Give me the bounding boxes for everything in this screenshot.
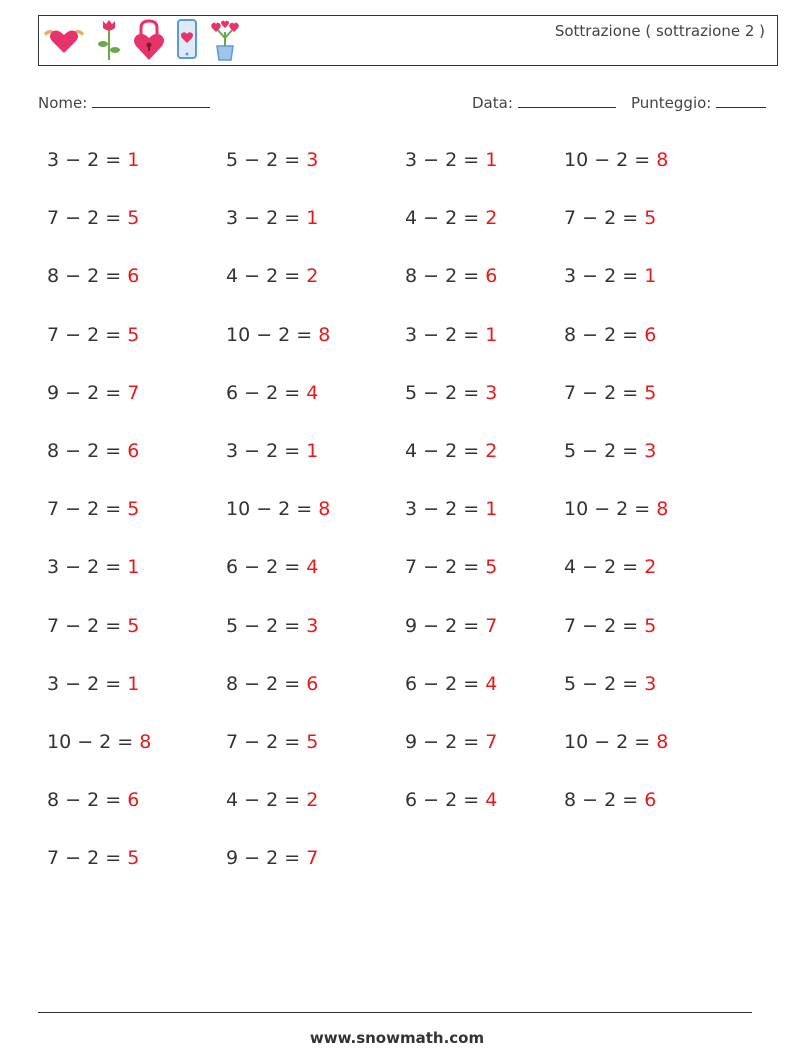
problem-answer: 7: [127, 381, 140, 404]
problem-question: 7 − 2 =: [564, 207, 639, 230]
problem-item: [405, 556, 497, 578]
problem-answer: 3: [644, 672, 657, 695]
problem-answer: 6: [127, 440, 140, 462]
problem-question: 3 − 2 =: [405, 323, 480, 346]
problem-item: [405, 731, 497, 753]
problem-item: [564, 556, 656, 578]
problem-item: [47, 324, 139, 346]
problem-item: [47, 440, 139, 462]
problem-answer: 1: [485, 149, 498, 171]
worksheet-title: Sottrazione ( sottrazione 2 ): [554, 22, 765, 40]
problem-answer: 6: [485, 265, 498, 288]
problem-answer: 3: [306, 149, 319, 171]
problem-item: [47, 789, 139, 811]
score-blank[interactable]: [716, 93, 766, 108]
date-label: Data:: [472, 94, 513, 112]
problem-question: 8 − 2 =: [564, 323, 639, 346]
problem-item: [564, 789, 656, 811]
problem-question: 3 − 2 =: [47, 556, 122, 579]
problem-item: [226, 324, 330, 346]
problem-item: [47, 207, 139, 229]
problem-question: 5 − 2 =: [564, 440, 639, 462]
problem-question: 3 − 2 =: [405, 498, 480, 521]
problem-question: 3 − 2 =: [405, 149, 480, 171]
problem-item: [47, 615, 139, 637]
problem-answer: 5: [644, 381, 657, 404]
problem-answer: 8: [318, 498, 331, 521]
problem-question: 9 − 2 =: [405, 614, 480, 637]
problem-answer: 5: [127, 847, 140, 870]
problem-answer: 5: [644, 614, 657, 637]
problem-question: 8 − 2 =: [47, 789, 122, 812]
problem-item: [564, 382, 656, 404]
problem-question: 3 − 2 =: [564, 265, 639, 288]
problem-question: 7 − 2 =: [47, 323, 122, 346]
problem-question: 7 − 2 =: [405, 556, 480, 579]
problem-item: [405, 615, 497, 637]
problem-answer: 1: [306, 440, 319, 462]
problem-question: 6 − 2 =: [405, 789, 480, 812]
problem-answer: 4: [485, 672, 498, 695]
name-field: [38, 93, 210, 112]
problem-item: [405, 789, 497, 811]
problem-question: 4 − 2 =: [564, 556, 639, 579]
problem-answer: 5: [306, 731, 319, 753]
problem-question: 8 − 2 =: [405, 265, 480, 288]
problem-item: [226, 615, 318, 637]
problem-question: 10 − 2 =: [226, 498, 313, 521]
problem-answer: 5: [485, 556, 498, 579]
problem-item: [226, 498, 330, 520]
problem-question: 8 − 2 =: [47, 265, 122, 288]
problem-question: 7 − 2 =: [226, 731, 301, 753]
problem-answer: 1: [127, 149, 140, 171]
worksheet-header: [38, 15, 778, 66]
problem-answer: 8: [318, 323, 331, 346]
problem-item: [47, 847, 139, 869]
problem-item: [47, 556, 139, 578]
problem-answer: 2: [306, 789, 319, 812]
problem-question: 8 − 2 =: [47, 440, 122, 462]
problem-item: [564, 615, 656, 637]
problem-question: 5 − 2 =: [226, 614, 301, 637]
problem-item: [564, 265, 656, 287]
problem-question: 10 − 2 =: [564, 731, 651, 753]
problem-answer: 4: [306, 381, 319, 404]
problem-question: 7 − 2 =: [564, 381, 639, 404]
problem-question: 9 − 2 =: [226, 847, 301, 870]
rose-icon: [96, 18, 122, 66]
problem-item: [226, 847, 318, 869]
problem-answer: 4: [485, 789, 498, 812]
problem-answer: 2: [306, 265, 319, 288]
problem-item: [564, 440, 656, 462]
problem-question: 10 − 2 =: [226, 323, 313, 346]
problem-answer: 5: [127, 323, 140, 346]
name-label: Nome:: [38, 94, 88, 112]
problem-question: 5 − 2 =: [405, 381, 480, 404]
problem-item: [47, 673, 139, 695]
problem-answer: 8: [139, 731, 152, 753]
header-icons: [42, 20, 242, 64]
problem-item: [47, 149, 139, 171]
score-label: Punteggio:: [631, 94, 712, 112]
problem-answer: 6: [127, 789, 140, 812]
heart-padlock-icon: [132, 18, 166, 66]
problem-answer: 1: [485, 323, 498, 346]
problem-answer: 1: [127, 556, 140, 579]
footer-divider: [38, 1012, 752, 1013]
heart-plant-pot-icon: [208, 18, 242, 66]
problem-item: [564, 324, 656, 346]
problem-item: [226, 440, 318, 462]
problem-question: 4 − 2 =: [405, 207, 480, 230]
problem-question: 7 − 2 =: [47, 498, 122, 521]
problem-item: [405, 440, 497, 462]
problem-item: [564, 207, 656, 229]
problem-answer: 6: [127, 265, 140, 288]
problem-item: [226, 673, 318, 695]
problem-answer: 2: [485, 207, 498, 230]
problem-question: 3 − 2 =: [226, 440, 301, 462]
problem-question: 10 − 2 =: [47, 731, 134, 753]
problem-item: [226, 731, 318, 753]
problem-item: [564, 731, 668, 753]
problem-question: 4 − 2 =: [226, 265, 301, 288]
problem-item: [226, 265, 318, 287]
problem-item: [226, 556, 318, 578]
problem-answer: 2: [644, 556, 657, 579]
problem-answer: 3: [644, 440, 657, 462]
problem-answer: 2: [485, 440, 498, 462]
problem-item: [405, 324, 497, 346]
problem-answer: 1: [644, 265, 657, 288]
problem-answer: 5: [127, 207, 140, 230]
problem-question: 7 − 2 =: [564, 614, 639, 637]
problem-item: [226, 382, 318, 404]
problem-question: 6 − 2 =: [405, 672, 480, 695]
winged-heart-icon: [42, 25, 86, 59]
problem-question: 3 − 2 =: [47, 672, 122, 695]
problem-question: 8 − 2 =: [226, 672, 301, 695]
footer-url: www.snowmath.com: [309, 1029, 485, 1047]
phone-heart-icon: [176, 18, 198, 66]
score-field: [631, 93, 766, 112]
problem-item: [226, 149, 318, 171]
problem-question: 8 − 2 =: [564, 789, 639, 812]
problem-item: [47, 731, 151, 753]
problem-answer: 6: [644, 789, 657, 812]
problem-item: [47, 498, 139, 520]
problem-question: 6 − 2 =: [226, 556, 301, 579]
problem-question: 7 − 2 =: [47, 847, 122, 870]
problem-item: [405, 498, 497, 520]
problem-item: [564, 498, 668, 520]
problem-answer: 6: [644, 323, 657, 346]
problem-question: 6 − 2 =: [226, 381, 301, 404]
problem-answer: 1: [485, 498, 498, 521]
problem-item: [405, 673, 497, 695]
problem-question: 7 − 2 =: [47, 614, 122, 637]
problem-question: 7 − 2 =: [47, 207, 122, 230]
problem-answer: 7: [485, 731, 498, 753]
problem-answer: 3: [306, 614, 319, 637]
problem-question: 3 − 2 =: [47, 149, 122, 171]
problem-item: [564, 673, 656, 695]
problem-answer: 3: [485, 381, 498, 404]
problem-answer: 8: [656, 149, 669, 171]
name-blank[interactable]: [92, 93, 210, 108]
problem-item: [405, 207, 497, 229]
date-blank[interactable]: [518, 93, 616, 108]
problem-item: [405, 265, 497, 287]
problem-item: [564, 149, 668, 171]
problem-item: [226, 789, 318, 811]
problem-item: [226, 207, 318, 229]
problem-item: [47, 382, 139, 404]
problem-item: [47, 265, 139, 287]
problem-answer: 8: [656, 731, 669, 753]
problem-question: 10 − 2 =: [564, 149, 651, 171]
problem-item: [405, 382, 497, 404]
problem-answer: 6: [306, 672, 319, 695]
problem-item: [405, 149, 497, 171]
problem-question: 4 − 2 =: [226, 789, 301, 812]
date-field: [472, 93, 616, 112]
problem-answer: 5: [127, 614, 140, 637]
problem-answer: 4: [306, 556, 319, 579]
problem-answer: 1: [127, 672, 140, 695]
problem-question: 5 − 2 =: [226, 149, 301, 171]
problem-answer: 1: [306, 207, 319, 230]
problem-question: 9 − 2 =: [47, 381, 122, 404]
problem-question: 10 − 2 =: [564, 498, 651, 521]
problem-answer: 8: [656, 498, 669, 521]
problem-answer: 5: [644, 207, 657, 230]
problem-question: 4 − 2 =: [405, 440, 480, 462]
problem-answer: 7: [485, 614, 498, 637]
problem-answer: 7: [306, 847, 319, 870]
problem-answer: 5: [127, 498, 140, 521]
problem-question: 5 − 2 =: [564, 672, 639, 695]
problem-question: 9 − 2 =: [405, 731, 480, 753]
problem-question: 3 − 2 =: [226, 207, 301, 230]
